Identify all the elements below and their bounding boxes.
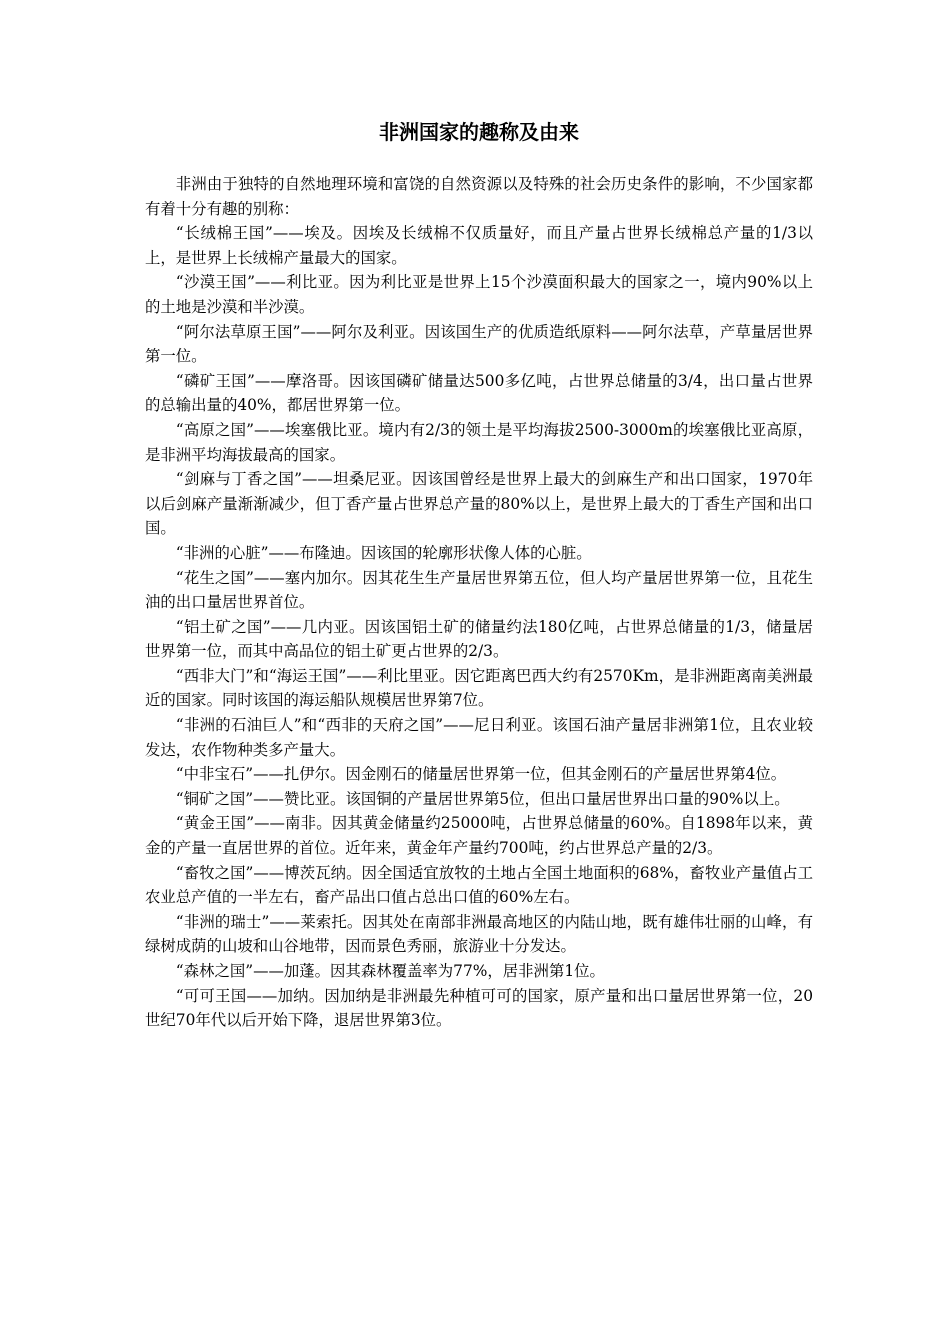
paragraph-ethiopia: “高原之国”——埃塞俄比亚。境内有2/3的领土是平均海拔2500-3000m的埃塞俄比亚高原，是非洲平均海拔最高的国家。 [145,420,813,464]
paragraph-tanzania: “剑麻与丁香之国”——坦桑尼亚。因该国曾经是世界上最大的剑麻生产和出口国家，1970年以后剑麻产量渐渐减少，但丁香产量占世界总产量的80%以上，是世界上最大的丁香生产国和出口国。 [145,470,813,538]
intro-paragraph: 非洲由于独特的自然地理环境和富饶的自然资源以及特殊的社会历史条件的影响，不少国家都有着十分有趣的别称： [145,175,813,218]
paragraph-burundi: “非洲的心脏”——布隆迪。因该国的轮廓形状像人体的心脏。 [175,543,592,562]
paragraph-lesotho: “非洲的瑞士”——莱索托。因其处在南部非洲最高地区的内陆山地，既有雄伟壮丽的山峰，有绿树成荫的山坡和山谷地带，因而景色秀丽，旅游业十分发达。 [145,912,813,956]
paragraph-libya: “沙漠王国”——利比亚。因为利比亚是世界上15个沙漠面积最大的国家之一，境内90%以上的土地是沙漠和半沙漠。 [145,273,813,316]
paragraph-zambia: “铜矿之国”——赞比亚。该国铜的产量居世界第5位，但出口量居世界出口量的90%以上。 [175,789,790,808]
paragraph-nigeria: “非洲的石油巨人”和“西非的天府之国”——尼日利亚。该国石油产量居非洲第1位，且农业较发达，农作物种类多产量大。 [145,716,813,759]
paragraph-morocco: “磷矿王国”——摩洛哥。因该国磷矿储量达500多亿吨，占世界总储量的3/4，出口量占世界的总输出量的40%，都居世界第一位。 [145,371,813,415]
paragraph-algeria: “阿尔法草原王国”——阿尔及利亚。因该国生产的优质造纸原料——阿尔法草，产草量居世界第一位。 [145,322,813,366]
paragraph-south-africa: “黄金王国”——南非。因其黄金储量约25000吨，占世界总储量的60%。自1898年以来，黄金的产量一直居世界的首位。近年来，黄金年产量约700吨，约占世界总产量的2/3。 [145,814,813,858]
paragraph-gabon: “森林之国”——加蓬。因其森林覆盖率为77%，居非洲第1位。 [175,962,605,980]
paragraph-senegal: “花生之国”——塞内加尔。因其花生生产量居世界第五位，但人均产量居世界第一位，且花生油的出口量居世界首位。 [145,568,813,612]
document-title: 非洲国家的趣称及由来 [379,120,579,144]
paragraph-guinea: “铝土矿之国”——几内亚。因该国铝土矿的储量约法180亿吨，占世界总储量的1/3，储量居世界第一位，而其中高品位的铝土矿更占世界的2/3。 [145,617,813,661]
paragraph-egypt: “长绒棉王国”——埃及。因埃及长绒棉不仅质量好，而且产量占世界长绒棉总产量的1/3以上，是世界上长绒棉产量最大的国家。 [145,224,813,267]
paragraph-botswana: “畜牧之国”——博茨瓦纳。因全国适宜放牧的土地占全国土地面积的68%，畜牧业产量值占工农业总产值的一半左右，畜产品出口值占总出口值的60%左右。 [145,863,813,907]
paragraph-zaire: “中非宝石”——扎伊尔。因金刚石的储量居世界第一位，但其金刚石的产量居世界第4位。 [175,765,787,784]
paragraph-liberia: “西非大门”和“海运王国”——利比里亚。因它距离巴西大约有2570Km，是非洲距离南美洲最近的国家。同时该国的海运船队规模居世界第7位。 [145,666,813,710]
paragraph-ghana: “可可王国——加纳。因加纳是非洲最先种植可可的国家，原产量和出口量居世界第一位，20世纪70年代以后开始下降，退居世界第3位。 [145,986,813,1030]
document-page [145,118,813,1033]
document-body [145,172,813,1033]
